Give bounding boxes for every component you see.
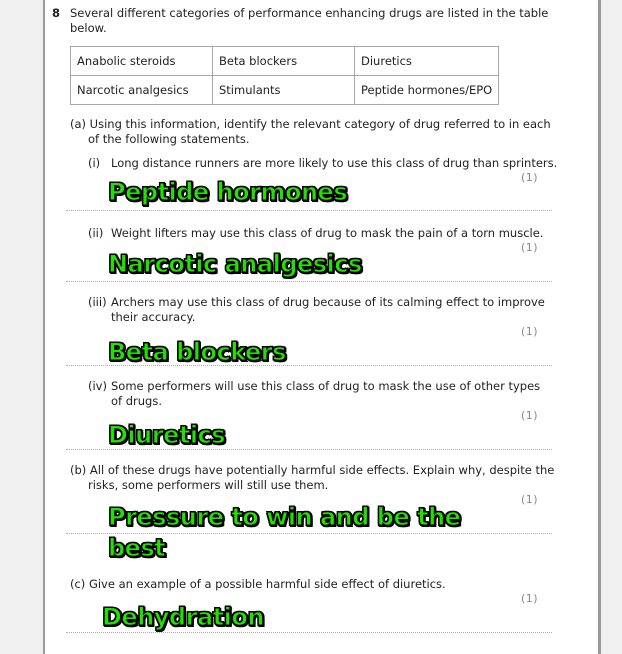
- answer-line: [66, 281, 552, 282]
- item-statement-cont: of drugs.: [111, 394, 163, 408]
- marks-label: (1): [521, 171, 539, 184]
- handwritten-answer-cont: best: [108, 534, 166, 562]
- marks-label: (1): [521, 409, 539, 422]
- question-intro-line2: below.: [70, 21, 107, 35]
- table-cell: Peptide hormones/EPO: [355, 76, 499, 105]
- table-cell: Diuretics: [355, 47, 499, 76]
- part-b-line1: (b) All of these drugs have potentially harmful side effects. Explain why, despite the: [70, 463, 555, 477]
- handwritten-answer: Pressure to win and be the: [108, 503, 461, 531]
- handwritten-answer: Beta blockers: [108, 338, 286, 366]
- answer-line: [66, 365, 552, 366]
- part-a-line2: of the following statements.: [88, 132, 250, 146]
- table-row: [71, 47, 499, 76]
- part-c-line1: (c) Give an example of a possible harmful side effect of diuretics.: [70, 577, 446, 591]
- marks-label: (1): [521, 592, 539, 605]
- handwritten-answer: Peptide hormones: [108, 178, 348, 206]
- exam-page: [43, 0, 601, 654]
- answer-line: [66, 449, 552, 450]
- item-statement-cont: their accuracy.: [111, 310, 196, 324]
- table-cell: Stimulants: [213, 76, 355, 105]
- drug-categories-table: [70, 46, 499, 105]
- part-a-line1: (a) Using this information, identify the relevant category of drug referred to in each: [70, 117, 551, 131]
- handwritten-answer: Dehydration: [102, 603, 264, 631]
- item-statement: Long distance runners are more likely to use this class of drug than sprinters.: [111, 156, 558, 170]
- part-b-line2: risks, some performers will still use them.: [88, 478, 329, 492]
- marks-label: (1): [521, 325, 539, 338]
- handwritten-answer: Diuretics: [108, 421, 226, 449]
- table-row: [71, 76, 499, 105]
- item-statement: Archers may use this class of drug because of its calming effect to improve: [111, 295, 545, 309]
- table-cell: Beta blockers: [213, 47, 355, 76]
- question-number: 8: [52, 6, 61, 20]
- marks-label: (1): [521, 493, 539, 506]
- table-cell: Anabolic steroids: [71, 47, 213, 76]
- handwritten-answer: Narcotic analgesics: [108, 250, 362, 278]
- table-cell: Narcotic analgesics: [71, 76, 213, 105]
- answer-line: [66, 210, 552, 211]
- item-label: (iv): [88, 379, 107, 393]
- item-label: (iii): [88, 295, 107, 309]
- question-intro-line1: Several different categories of performance enhancing drugs are listed in the table: [70, 6, 549, 20]
- item-label: (ii): [88, 226, 104, 240]
- item-label: (i): [88, 156, 101, 170]
- marks-label: (1): [521, 241, 539, 254]
- item-statement: Weight lifters may use this class of drug to mask the pain of a torn muscle.: [111, 226, 544, 240]
- answer-line: [66, 632, 552, 633]
- item-statement: Some performers will use this class of drug to mask the use of other types: [111, 379, 541, 393]
